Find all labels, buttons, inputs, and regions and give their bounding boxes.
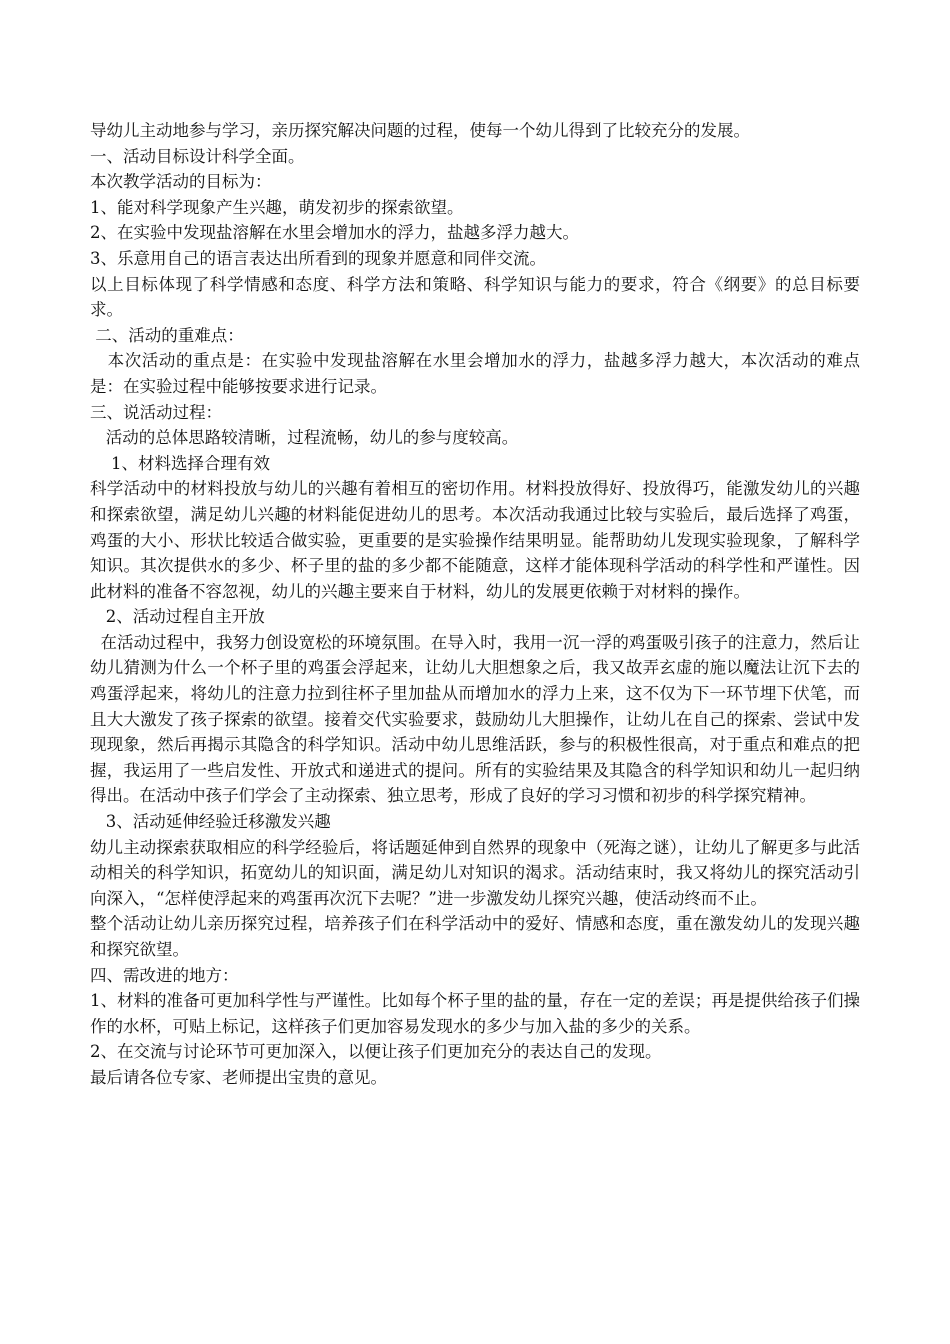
paragraph-continuation: 导幼儿主动地参与学习，亲历探究解决问题的过程，使每一个幼儿得到了比较充分的发展。 [90,121,750,140]
improvement-item-1: 1、材料的准备可更加科学性与严谨性。比如每个杯子里的盐的量，存在一定的差误；再是提供给孩子们操作的水杯，可贴上标记，这样孩子们更加容易发现水的多少与加入盐的多少的关系。 [90,991,860,1036]
section-heading-process: 三、说活动过程： [90,402,222,422]
paragraph-goals-intro: 本次教学活动的目标为： [90,172,272,192]
goal-item-2: 2、在实验中发现盐溶解在水里会增加水的浮力，盐越多浮力越大。 [90,223,579,243]
subheading-extension: 3、活动延伸经验迁移激发兴趣 [90,812,331,832]
paragraph-open-process: 在活动过程中，我努力创设宽松的环境氛围。在导入时，我用一沉一浮的鸡蛋吸引孩子的注意力，然后让幼儿猜测为什么一个杯子里的鸡蛋会浮起来，让幼儿大胆想象之后，我又故弄玄虚的施以魔法让沉下去的鸡蛋浮起来，将幼儿的注意力拉到往杯子里加盐从而增加水的浮力上来，这不仅为下一环节埋下伏笔，而且大大激发了孩子探索的欲望。接着交代实验要求，鼓励幼儿大胆操作，让幼儿在自己的探索、尝试中发现现象，然后再揭示其隐含的科学知识。活动中幼儿思维活跃，参与的积极性很高，对于重点和难点的把握，我运用了一些启发性、开放式和递进式的提问。所有的实验结果及其隐含的科学知识和幼儿一起归纳得出。在活动中孩子们学会了主动探索、独立思考，形成了良好的学习习惯和初步的科学探究精神。 [90,632,860,806]
paragraph-key-points: 本次活动的重点是：在实验中发现盐溶解在水里会增加水的浮力，盐越多浮力越大，本次活动的难点是：在实验过程中能够按要求进行记录。 [90,351,860,396]
goal-item-1: 1、能对科学现象产生兴趣，萌发初步的探索欲望。 [90,197,464,217]
goal-item-3: 3、乐意用自己的语言表达出所看到的现象并愿意和同伴交流。 [90,248,546,268]
section-heading-goals: 一、活动目标设计科学全面。 [90,146,305,166]
paragraph-goals-summary: 以上目标体现了科学情感和态度、科学方法和策略、科学知识与能力的要求，符合《纲要》的总目标要求。 [90,274,860,320]
paragraph-materials: 科学活动中的材料投放与幼儿的兴趣有着相互的密切作用。材料投放得好、投放得巧，能激发幼儿的兴趣和探索欲望，满足幼儿兴趣的材料能促进幼儿的思考。本次活动我通过比较与实验后，最后选择了鸡蛋，鸡蛋的大小、形状比较适合做实验，更重要的是实验操作结果明显。能帮助幼儿发现实验现象，了解科学知识。其次提供水的多少、杯子里的盐的多少都不能随意，这样才能体现科学活动的科学性和严谨性。因此材料的准备不容忽视，幼儿的兴趣主要来自于材料，幼儿的发展更依赖于对材料的操作。 [90,479,860,601]
subheading-materials: 1、材料选择合理有效 [90,453,270,473]
paragraph-closing: 最后请各位专家、老师提出宝贵的意见。 [90,1067,387,1087]
paragraph-process-overview: 活动的总体思路较清晰，过程流畅，幼儿的参与度较高。 [90,428,519,448]
subheading-open-process: 2、活动过程自主开放 [90,607,265,627]
section-heading-key-points: 二、活动的重难点： [90,325,244,345]
paragraph-extension: 幼儿主动探索获取相应的科学经验后，将话题延伸到自然界的现象中（死海之谜），让幼儿了解更多与此活动相关的科学知识，拓宽幼儿的知识面，满足幼儿对知识的渴求。活动结束时，我又将幼儿的探究活动引向深入，“怎样使浮起来的鸡蛋再次沉下去呢？”进一步激发幼儿探究兴趣，使活动终而不止。 [90,837,860,908]
section-heading-improvements: 四、需改进的地方： [90,965,239,985]
improvement-item-2: 2、在交流与讨论环节可更加深入，以便让孩子们更加充分的表达自己的发现。 [90,1042,662,1062]
document-body [90,118,860,1091]
paragraph-whole-activity: 整个活动让幼儿亲历探究过程，培养孩子们在科学活动中的爱好、情感和态度，重在激发幼儿的发现兴趣和探究欲望。 [90,914,860,959]
